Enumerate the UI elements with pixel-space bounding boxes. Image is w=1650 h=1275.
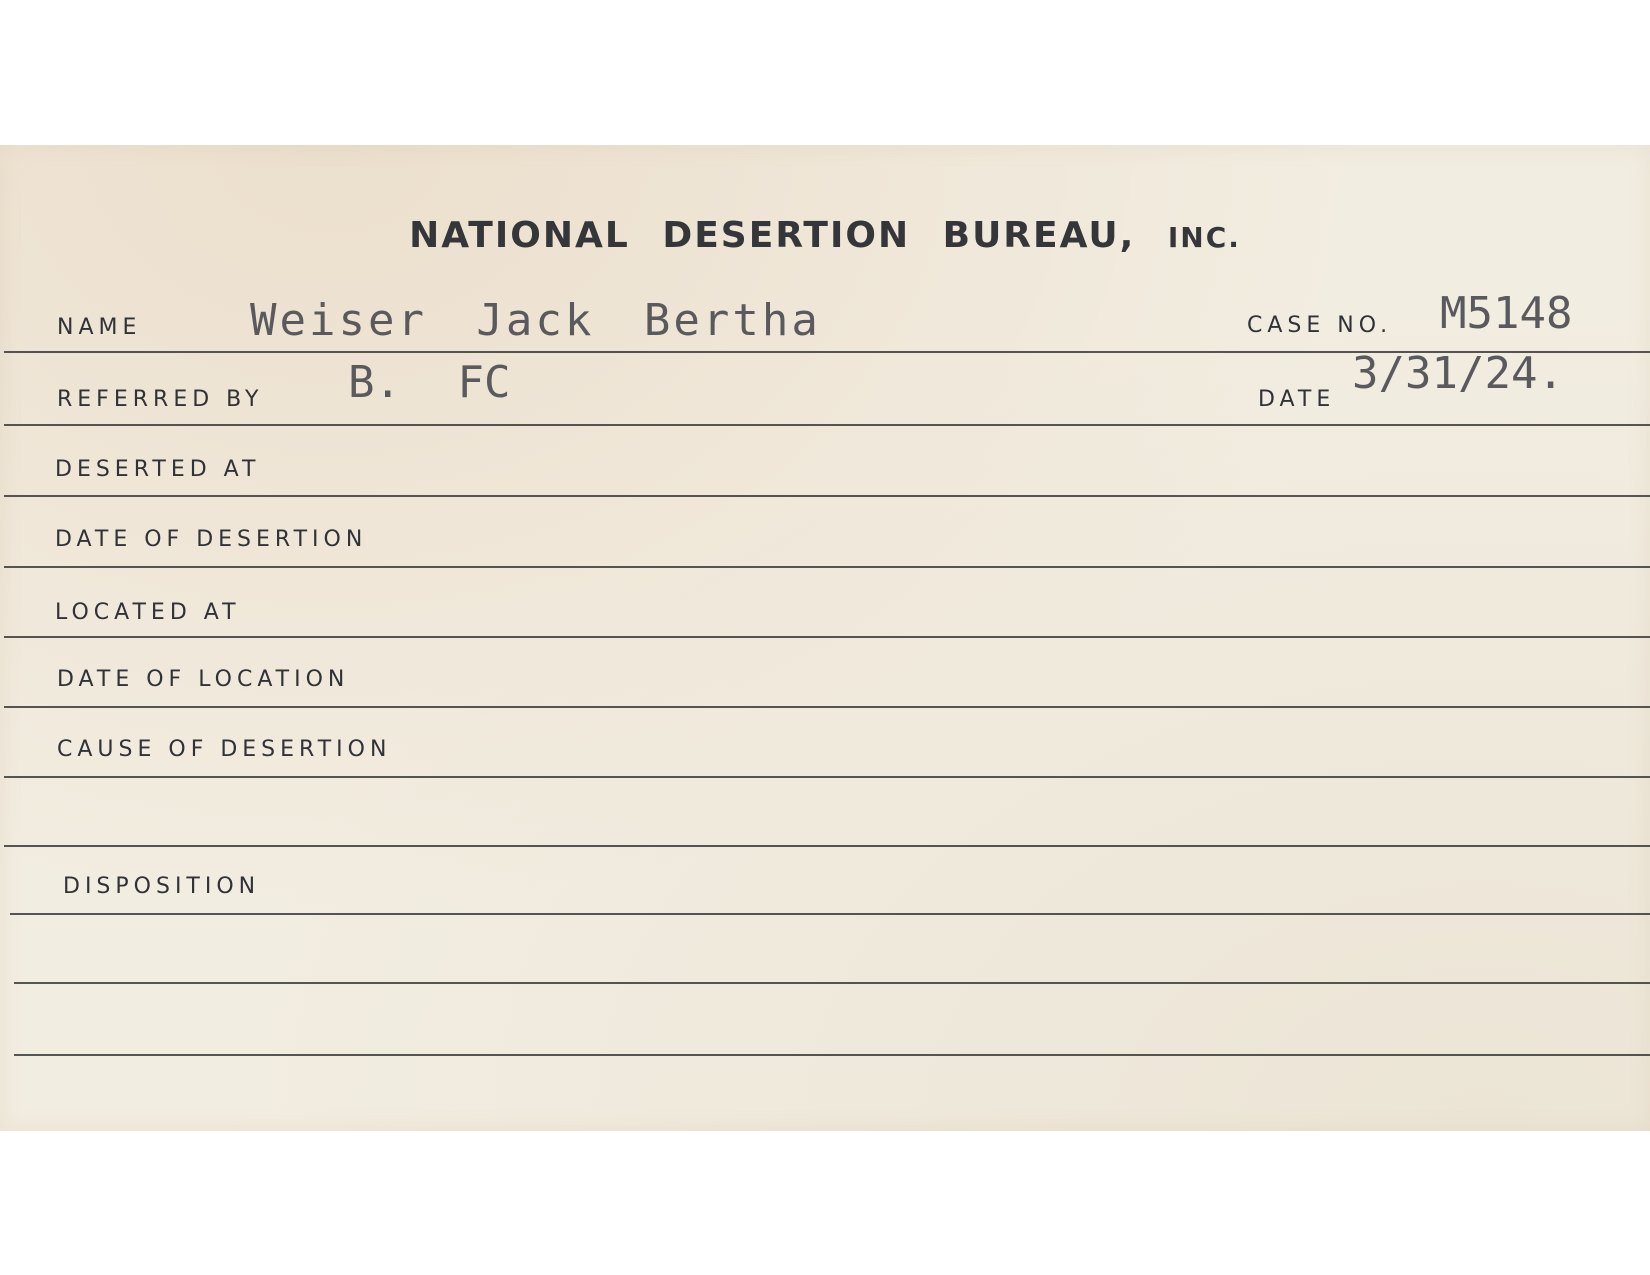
blank-rule-1 [4, 845, 1650, 847]
blank-rule-2 [14, 982, 1650, 984]
date-value: 3/31/24. [1352, 348, 1564, 399]
case-no-value: M5148 [1440, 288, 1573, 339]
located-at-label: LOCATED AT [55, 600, 241, 625]
name-value: Weiser Jack Bertha [250, 295, 821, 346]
name-label: NAME [57, 315, 142, 340]
referred-by-rule [4, 424, 1650, 426]
blank-rule-3 [14, 1054, 1650, 1056]
date-of-desertion-rule [4, 566, 1650, 568]
located-at-rule [4, 636, 1650, 638]
date-of-desertion-label: DATE OF DESERTION [55, 527, 368, 552]
date-of-location-rule [4, 706, 1650, 708]
disposition-label: DISPOSITION [63, 874, 261, 899]
referred-by-value: B. FC [348, 357, 511, 408]
deserted-at-label: DESERTED AT [55, 457, 261, 482]
case-no-label: CASE NO. [1247, 313, 1393, 338]
date-of-location-label: DATE OF LOCATION [57, 667, 350, 692]
card-title [0, 215, 1650, 256]
disposition-rule [10, 913, 1650, 915]
cause-of-desertion-rule [4, 776, 1650, 778]
deserted-at-rule [4, 495, 1650, 497]
index-card [0, 145, 1650, 1131]
referred-by-label: REFERRED BY [57, 387, 264, 412]
date-label: DATE [1258, 387, 1336, 412]
card-title-main: NATIONAL DESERTION BUREAU, [409, 215, 1136, 256]
cause-of-desertion-label: CAUSE OF DESERTION [57, 737, 392, 762]
card-title-inc: INC. [1167, 221, 1241, 254]
